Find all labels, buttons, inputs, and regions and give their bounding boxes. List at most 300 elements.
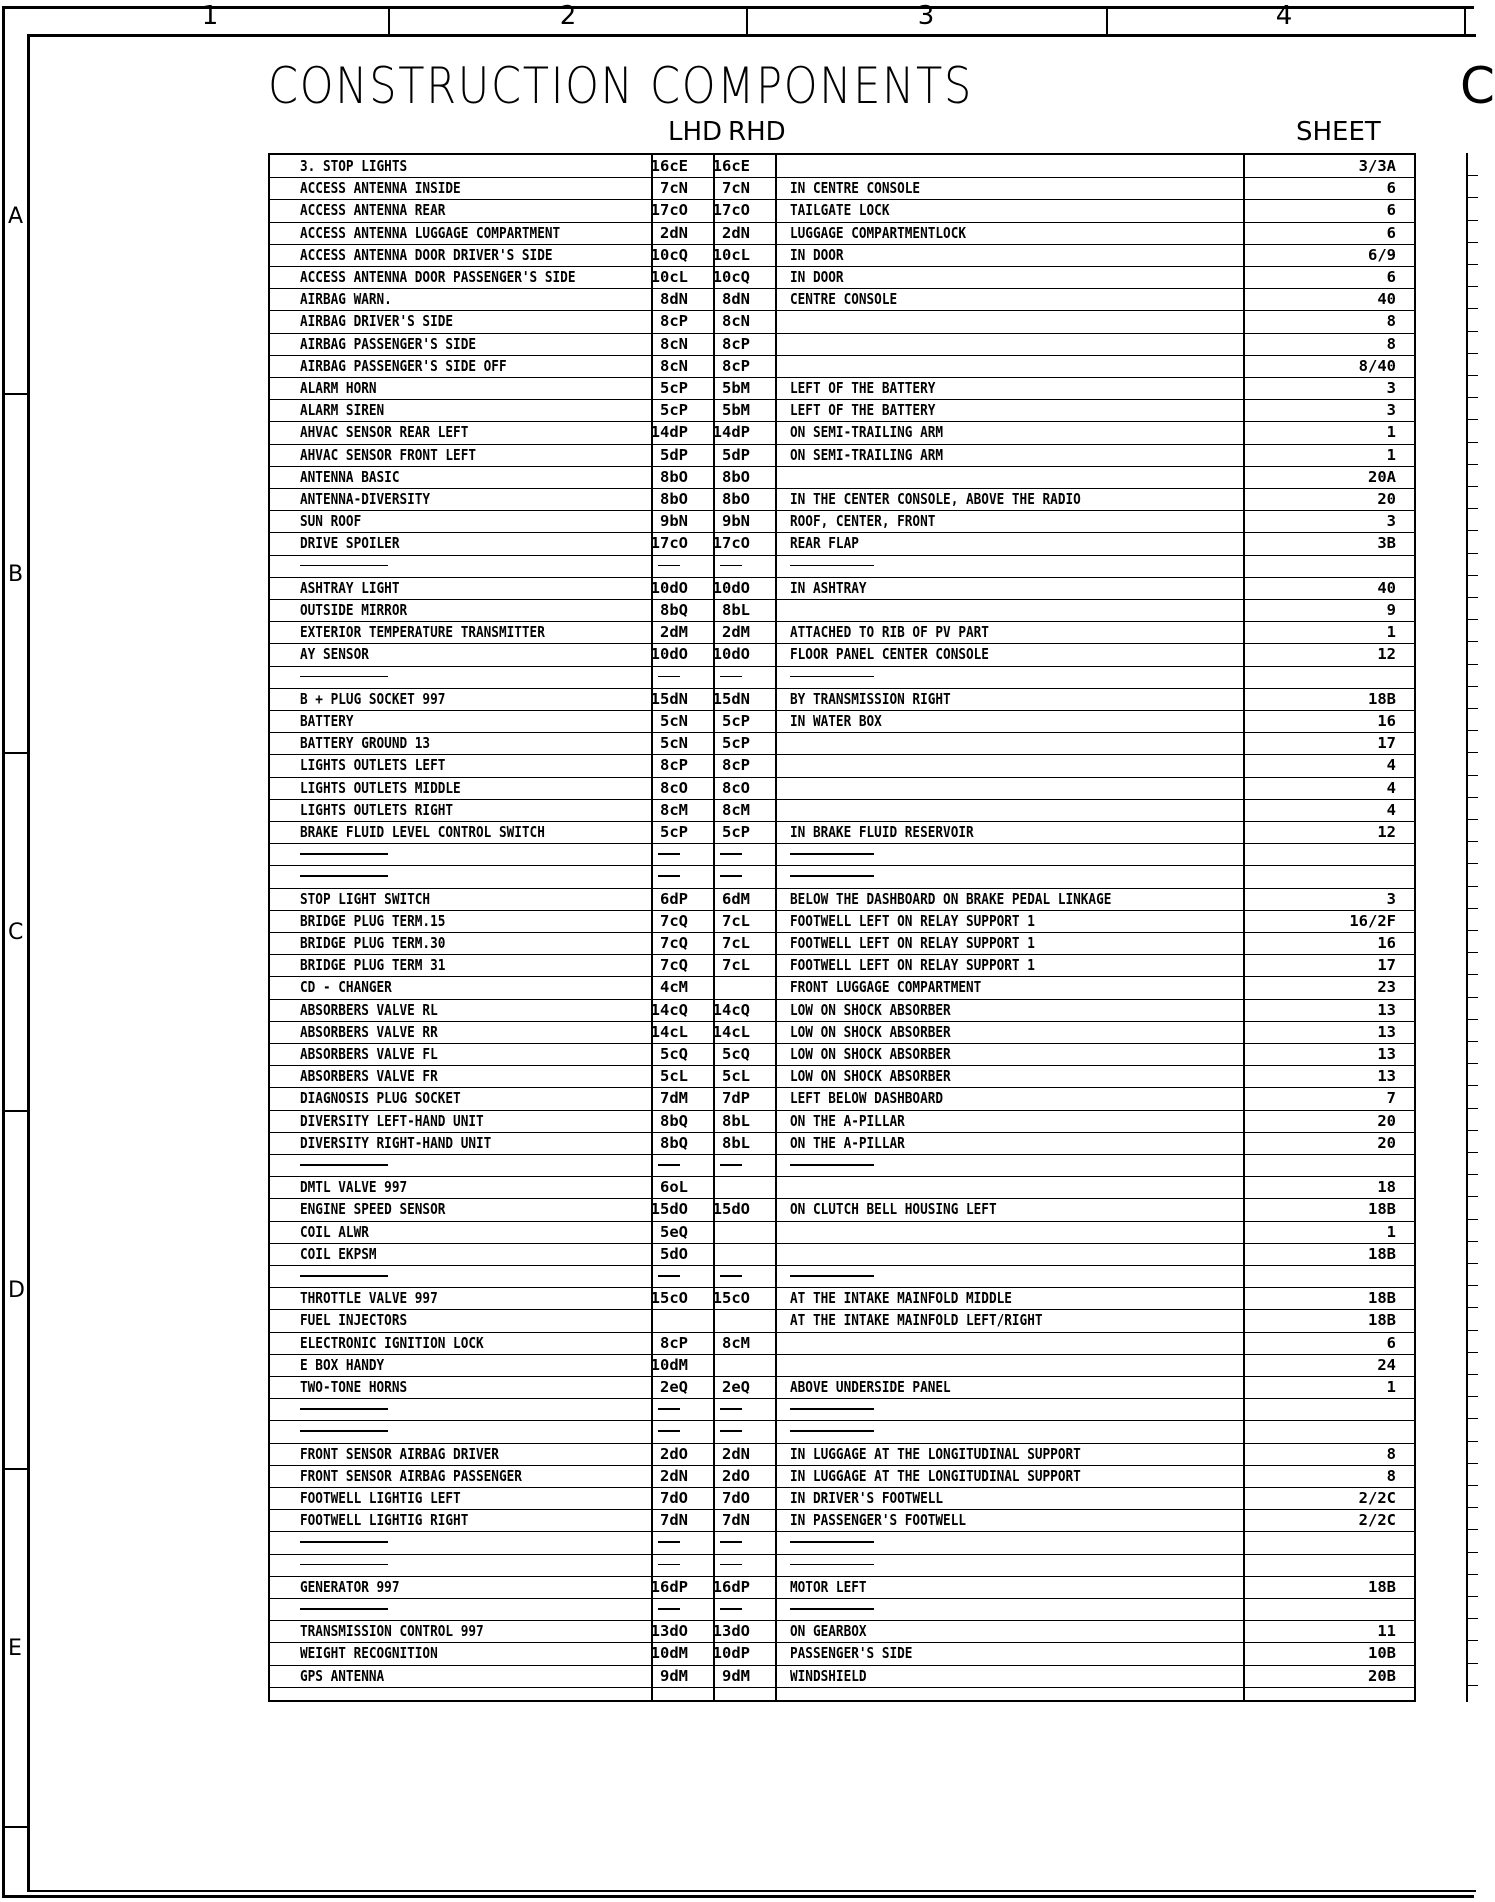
cell-loc: IN DRIVER'S FOOTWELL (790, 1489, 944, 1507)
placeholder-dash (300, 853, 388, 855)
placeholder-dash (300, 1164, 388, 1166)
table-row (270, 1332, 1414, 1354)
cell-lhd: 16cE (650, 157, 688, 175)
cell-loc: LOW ON SHOCK ABSORBER (790, 1045, 951, 1063)
cell-sheet: 12 (1377, 823, 1396, 841)
adjacent-row-rule (1468, 1152, 1478, 1153)
cell-sheet: 3 (1386, 379, 1396, 397)
cell-lhd: 2dN (660, 1466, 688, 1485)
adjacent-row-rule (1468, 641, 1478, 642)
cell-rhd: 17cO (712, 534, 750, 553)
cell-rhd: 8bL (722, 1133, 750, 1152)
cell-name: ABSORBERS VALVE RL (300, 1000, 438, 1019)
placeholder-dash (658, 676, 680, 678)
adjacent-row-rule (1468, 1396, 1478, 1397)
placeholder-dash (300, 565, 388, 567)
cell-sheet: 1 (1386, 445, 1396, 464)
cell-lhd: 5cP (660, 401, 688, 420)
cell-sheet: 17 (1377, 734, 1396, 753)
cell-lhd: 7cQ (660, 911, 688, 930)
cell-name: BRIDGE PLUG TERM.30 (300, 934, 446, 952)
cell-rhd: 5cP (722, 734, 750, 753)
row-label-b: B (8, 562, 24, 587)
cell-loc: CENTRE CONSOLE (790, 290, 898, 309)
cell-lhd: 14cL (650, 1022, 688, 1041)
placeholder-dash (790, 1564, 874, 1566)
table-row (270, 1198, 1414, 1220)
cell-sheet: 4 (1386, 778, 1396, 797)
cell-sheet: 1 (1386, 1378, 1396, 1396)
cell-lhd: 5eQ (660, 1222, 688, 1241)
cell-lhd: 2dN (660, 223, 688, 242)
table-row (270, 532, 1414, 554)
cell-lhd: 2dM (660, 623, 688, 642)
table-row (270, 1598, 1414, 1620)
cell-name: FUEL INJECTORS (300, 1311, 408, 1330)
cell-sheet: 16 (1377, 934, 1396, 952)
cell-sheet: 20B (1368, 1666, 1396, 1685)
cell-name: AIRBAG PASSENGER'S SIDE (300, 334, 477, 353)
cell-lhd: 7cN (660, 179, 688, 198)
cell-lhd: 8bQ (660, 601, 688, 619)
cell-loc: FLOOR PANEL CENTER CONSOLE (790, 645, 989, 664)
table-row (270, 155, 1414, 177)
column-divider (1464, 6, 1466, 34)
cell-sheet: 1 (1386, 1222, 1396, 1241)
cell-name: ELECTRONIC IGNITION LOCK (300, 1333, 484, 1352)
cell-rhd: 5dP (722, 445, 750, 464)
placeholder-dash (658, 1564, 680, 1566)
cell-loc: PASSENGER'S SIDE (790, 1644, 913, 1663)
cell-sheet: 11 (1377, 1622, 1396, 1641)
table-row (270, 399, 1414, 421)
adjacent-row-rule (1468, 375, 1478, 376)
cell-name: LIGHTS OUTLETS LEFT (300, 756, 446, 775)
cell-lhd: 14dP (650, 423, 688, 442)
adjacent-row-rule (1468, 1418, 1478, 1419)
page-title-continuation: C (1460, 57, 1495, 115)
cell-rhd: 5cP (722, 712, 750, 730)
adjacent-row-rule (1468, 1618, 1478, 1619)
adjacent-row-rule (1468, 419, 1478, 420)
adjacent-table-edge (1466, 153, 1476, 1702)
cell-loc: IN THE CENTER CONSOLE, ABOVE THE RADIO (790, 490, 1081, 508)
cell-lhd: 10dM (650, 1644, 688, 1663)
adjacent-row-rule (1468, 1307, 1478, 1308)
row-rule (270, 1687, 1414, 1688)
cell-lhd: 8bQ (660, 1133, 688, 1152)
placeholder-dash (658, 1164, 680, 1166)
table-row (270, 177, 1414, 199)
table-row (270, 599, 1414, 621)
cell-name: WEIGHT RECOGNITION (300, 1644, 438, 1663)
placeholder-dash (658, 1541, 680, 1543)
adjacent-row-rule (1468, 1174, 1478, 1175)
cell-sheet: 7 (1386, 1089, 1396, 1108)
cell-sheet: 18B (1368, 1289, 1396, 1308)
cell-sheet: 18B (1368, 1200, 1396, 1219)
cell-lhd: 5cP (660, 823, 688, 841)
cell-lhd: 5dP (660, 445, 688, 464)
cell-name: TWO-TONE HORNS (300, 1378, 408, 1396)
table-row (270, 777, 1414, 799)
header-lhd: LHD (668, 117, 723, 147)
cell-sheet: 4 (1386, 756, 1396, 775)
cell-loc: LUGGAGE COMPARTMENTLOCK (790, 223, 967, 242)
cell-name: BATTERY (300, 712, 354, 730)
adjacent-row-rule (1468, 708, 1478, 709)
table-row (270, 1443, 1414, 1465)
cell-sheet: 3 (1386, 401, 1396, 420)
cell-lhd: 5cP (660, 379, 688, 397)
placeholder-dash (720, 1408, 742, 1410)
table-row (270, 488, 1414, 510)
cell-sheet: 13 (1377, 1067, 1396, 1086)
cell-rhd: 15dN (712, 689, 750, 708)
cell-lhd: 8cN (660, 356, 688, 375)
placeholder-dash (658, 875, 680, 877)
cell-lhd: 6dP (660, 889, 688, 908)
adjacent-row-rule (1468, 952, 1478, 953)
table-row (270, 444, 1414, 466)
cell-lhd: 10dM (650, 1355, 688, 1374)
cell-rhd: 10cQ (712, 268, 750, 286)
cell-lhd: 2eQ (660, 1378, 688, 1396)
table-row (270, 1221, 1414, 1243)
page-title: CONSTRUCTION COMPONENTS (268, 57, 973, 115)
cell-sheet: 18B (1368, 1577, 1396, 1596)
cell-sheet: 2/2C (1358, 1489, 1396, 1507)
table-row (270, 1487, 1414, 1509)
table-row (270, 732, 1414, 754)
cell-rhd: 7cL (722, 956, 750, 975)
cell-rhd: 9bN (722, 512, 750, 531)
adjacent-row-rule (1468, 308, 1478, 309)
cell-name: B + PLUG SOCKET 997 (300, 689, 446, 708)
cell-lhd: 5cL (660, 1067, 688, 1086)
cell-sheet: 16 (1377, 712, 1396, 730)
cell-name: ALARM SIREN (300, 401, 385, 420)
table-row (270, 1287, 1414, 1309)
cell-lhd: 14cQ (650, 1000, 688, 1019)
cell-loc: FOOTWELL LEFT ON RELAY SUPPORT 1 (790, 956, 1035, 975)
cell-name: ABSORBERS VALVE FL (300, 1045, 438, 1063)
cell-name: GENERATOR 997 (300, 1577, 400, 1596)
cell-loc: REAR FLAP (790, 534, 859, 553)
cell-sheet: 6 (1386, 268, 1396, 286)
cell-lhd: 10dO (650, 645, 688, 664)
row-label-e: E (8, 1636, 22, 1661)
cell-loc: AT THE INTAKE MAINFOLD LEFT/RIGHT (790, 1311, 1043, 1330)
cell-name: ACCESS ANTENNA REAR (300, 201, 446, 220)
row-divider (2, 1110, 29, 1112)
cell-loc: IN WATER BOX (790, 712, 882, 730)
cell-rhd: 5bM (722, 401, 750, 420)
cell-loc: MOTOR LEFT (790, 1577, 867, 1596)
cell-lhd: 8cP (660, 1333, 688, 1352)
cell-lhd: 8cP (660, 756, 688, 775)
cell-lhd: 7dN (660, 1511, 688, 1530)
table-row (270, 1398, 1414, 1420)
table-row (270, 1620, 1414, 1642)
cell-loc: IN DOOR (790, 245, 844, 264)
placeholder-dash (720, 1164, 742, 1166)
cell-sheet: 17 (1377, 956, 1396, 975)
cell-name: ACCESS ANTENNA DOOR DRIVER'S SIDE (300, 245, 553, 264)
placeholder-dash (720, 853, 742, 855)
cell-name: SUN ROOF (300, 512, 362, 531)
cell-loc: LEFT BELOW DASHBOARD (790, 1089, 944, 1108)
cell-lhd: 5cN (660, 712, 688, 730)
placeholder-dash (790, 1541, 874, 1543)
column-label-1: 1 (201, 1, 219, 31)
placeholder-dash (300, 1608, 388, 1610)
cell-rhd: 8cP (722, 356, 750, 375)
cell-lhd: 8bQ (660, 1111, 688, 1130)
cell-lhd: 8cN (660, 334, 688, 353)
table-row (270, 688, 1414, 710)
adjacent-row-rule (1468, 775, 1478, 776)
table-row (270, 910, 1414, 932)
placeholder-dash (658, 1608, 680, 1610)
row-label-d: D (8, 1278, 25, 1303)
table-row (270, 555, 1414, 577)
adjacent-row-rule (1468, 863, 1478, 864)
placeholder-dash (658, 1275, 680, 1277)
adjacent-row-rule (1468, 1241, 1478, 1242)
table-row (270, 1110, 1414, 1132)
cell-name: ASHTRAY LIGHT (300, 578, 400, 597)
cell-rhd: 13dO (712, 1622, 750, 1641)
cell-sheet: 1 (1386, 623, 1396, 642)
column-divider (388, 6, 390, 34)
table-row (270, 999, 1414, 1021)
cell-rhd: 5cP (722, 823, 750, 841)
cell-rhd: 10dO (712, 645, 750, 664)
table-row (270, 333, 1414, 355)
row-label-c: C (8, 920, 24, 945)
cell-loc: AT THE INTAKE MAINFOLD MIDDLE (790, 1289, 1012, 1308)
adjacent-row-rule (1468, 730, 1478, 731)
cell-sheet: 40 (1377, 290, 1396, 309)
cell-loc: LEFT OF THE BATTERY (790, 379, 936, 397)
cell-name: AHVAC SENSOR FRONT LEFT (300, 445, 477, 464)
table-row (270, 1243, 1414, 1265)
cell-rhd: 8bL (722, 601, 750, 619)
cell-loc: LOW ON SHOCK ABSORBER (790, 1022, 951, 1041)
placeholder-dash (300, 1275, 388, 1277)
table-row (270, 1465, 1414, 1487)
cell-name: DIVERSITY LEFT-HAND UNIT (300, 1111, 484, 1130)
cell-sheet: 13 (1377, 1000, 1396, 1019)
cell-lhd: 10dO (650, 578, 688, 597)
cell-lhd: 9bN (660, 512, 688, 531)
cell-rhd: 7dO (722, 1489, 750, 1507)
cell-sheet: 6 (1386, 201, 1396, 220)
cell-lhd: 17cO (650, 201, 688, 220)
table-row (270, 1176, 1414, 1198)
adjacent-row-rule (1468, 908, 1478, 909)
adjacent-row-rule (1468, 1685, 1478, 1686)
adjacent-row-rule (1468, 530, 1478, 531)
cell-rhd: 5bM (722, 379, 750, 397)
table-row (270, 1576, 1414, 1598)
cell-sheet: 10B (1368, 1644, 1396, 1663)
placeholder-dash (658, 565, 680, 567)
adjacent-row-rule (1468, 1463, 1478, 1464)
cell-lhd: 7dO (660, 1489, 688, 1507)
placeholder-dash (790, 1408, 874, 1410)
cell-sheet: 8 (1386, 1444, 1396, 1463)
adjacent-row-rule (1468, 1507, 1478, 1508)
cell-lhd: 9dM (660, 1666, 688, 1685)
cell-sheet: 6 (1386, 179, 1396, 198)
cell-sheet: 18B (1368, 1311, 1396, 1330)
cell-loc: LOW ON SHOCK ABSORBER (790, 1000, 951, 1019)
cell-name: FRONT SENSOR AIRBAG PASSENGER (300, 1466, 522, 1485)
table-row (270, 821, 1414, 843)
adjacent-row-rule (1468, 1085, 1478, 1086)
table-row (270, 1531, 1414, 1553)
cell-lhd: 17cO (650, 534, 688, 553)
cell-name: AIRBAG WARN. (300, 290, 392, 309)
cell-lhd: 10cL (650, 268, 688, 286)
adjacent-row-rule (1468, 575, 1478, 576)
table-row (270, 643, 1414, 665)
adjacent-row-rule (1468, 1196, 1478, 1197)
placeholder-dash (300, 1430, 388, 1432)
cell-name: COIL EKPSM (300, 1244, 377, 1263)
cell-loc: IN CENTRE CONSOLE (790, 179, 921, 198)
placeholder-dash (790, 1164, 874, 1166)
adjacent-row-rule (1468, 1063, 1478, 1064)
placeholder-dash (790, 676, 874, 678)
adjacent-row-rule (1468, 974, 1478, 975)
cell-sheet: 4 (1386, 800, 1396, 819)
cell-name: DRIVE SPOILER (300, 534, 400, 553)
cell-name: ACCESS ANTENNA DOOR PASSENGER'S SIDE (300, 268, 576, 286)
table-row (270, 510, 1414, 532)
table-row (270, 244, 1414, 266)
cell-rhd: 8cP (722, 334, 750, 353)
cell-lhd: 8dN (660, 290, 688, 309)
column-label-3: 3 (917, 1, 935, 31)
placeholder-dash (300, 875, 388, 877)
table-row (270, 1154, 1414, 1176)
table-row (270, 932, 1414, 954)
cell-name: ENGINE SPEED SENSOR (300, 1200, 446, 1219)
table-row (270, 843, 1414, 865)
cell-name: BRAKE FLUID LEVEL CONTROL SWITCH (300, 823, 545, 841)
placeholder-dash (720, 1430, 742, 1432)
cell-rhd: 9dM (722, 1666, 750, 1685)
placeholder-dash (720, 1564, 742, 1566)
cell-loc: IN LUGGAGE AT THE LONGITUDINAL SUPPORT (790, 1466, 1081, 1485)
cell-loc: LOW ON SHOCK ABSORBER (790, 1067, 951, 1086)
table-row (270, 266, 1414, 288)
placeholder-dash (720, 875, 742, 877)
row-label-a: A (8, 204, 24, 229)
cell-sheet: 9 (1386, 601, 1396, 619)
cell-rhd: 14cQ (712, 1000, 750, 1019)
cell-sheet: 1 (1386, 423, 1396, 442)
placeholder-dash (790, 1608, 874, 1610)
cell-sheet: 18 (1377, 1178, 1396, 1197)
cell-rhd: 15cO (712, 1289, 750, 1308)
cell-sheet: 20 (1377, 1133, 1396, 1152)
cell-loc: LEFT OF THE BATTERY (790, 401, 936, 420)
cell-sheet: 8 (1386, 1466, 1396, 1485)
cell-name: ALARM HORN (300, 379, 377, 397)
cell-sheet: 23 (1377, 978, 1396, 997)
adjacent-row-rule (1468, 1352, 1478, 1353)
table-row (270, 1420, 1414, 1442)
cell-rhd: 7cL (722, 934, 750, 952)
placeholder-dash (790, 1275, 874, 1277)
cell-name: E BOX HANDY (300, 1355, 385, 1374)
cell-loc: IN DOOR (790, 268, 844, 286)
adjacent-row-rule (1468, 220, 1478, 221)
adjacent-row-rule (1468, 1574, 1478, 1575)
table-row (270, 1554, 1414, 1576)
cell-name: LIGHTS OUTLETS RIGHT (300, 800, 454, 819)
adjacent-row-rule (1468, 997, 1478, 998)
adjacent-row-rule (1468, 1441, 1478, 1442)
adjacent-row-rule (1468, 686, 1478, 687)
cell-rhd: 17cO (712, 201, 750, 220)
cell-sheet: 3B (1377, 534, 1396, 553)
adjacent-row-rule (1468, 553, 1478, 554)
adjacent-row-rule (1468, 1285, 1478, 1286)
cell-rhd: 2dN (722, 223, 750, 242)
adjacent-row-rule (1468, 1596, 1478, 1597)
cell-rhd: 5cL (722, 1067, 750, 1086)
cell-sheet: 6 (1386, 223, 1396, 242)
cell-lhd: 7cQ (660, 956, 688, 975)
placeholder-dash (658, 1430, 680, 1432)
column-divider (746, 6, 748, 34)
cell-rhd: 10dP (712, 1644, 750, 1663)
cell-loc: ABOVE UNDERSIDE PANEL (790, 1378, 951, 1396)
cell-rhd: 14dP (712, 423, 750, 442)
cell-name: BRIDGE PLUG TERM 31 (300, 956, 446, 975)
cell-loc: FOOTWELL LEFT ON RELAY SUPPORT 1 (790, 911, 1035, 930)
cell-lhd: 8cM (660, 800, 688, 819)
cell-name: ANTENNA-DIVERSITY (300, 490, 431, 508)
cell-name: DIAGNOSIS PLUG SOCKET (300, 1089, 461, 1108)
cell-name: CD - CHANGER (300, 978, 392, 997)
adjacent-row-rule (1468, 930, 1478, 931)
cell-rhd: 10cL (712, 245, 750, 264)
cell-name: ANTENNA BASIC (300, 467, 400, 486)
cell-sheet: 20 (1377, 1111, 1396, 1130)
table-row (270, 1065, 1414, 1087)
cell-rhd: 7dN (722, 1511, 750, 1530)
placeholder-dash (300, 676, 388, 678)
cell-name: FOOTWELL LIGHTIG LEFT (300, 1489, 461, 1507)
table-row (270, 1265, 1414, 1287)
cell-lhd: 15dN (650, 689, 688, 708)
placeholder-dash (720, 565, 742, 567)
cell-name: GPS ANTENNA (300, 1666, 385, 1685)
adjacent-row-rule (1468, 1041, 1478, 1042)
cell-name: AHVAC SENSOR REAR LEFT (300, 423, 469, 442)
adjacent-row-rule (1468, 619, 1478, 620)
cell-name: AY SENSOR (300, 645, 369, 664)
cell-sheet: 6 (1386, 1333, 1396, 1352)
placeholder-dash (720, 1608, 742, 1610)
table-row (270, 355, 1414, 377)
